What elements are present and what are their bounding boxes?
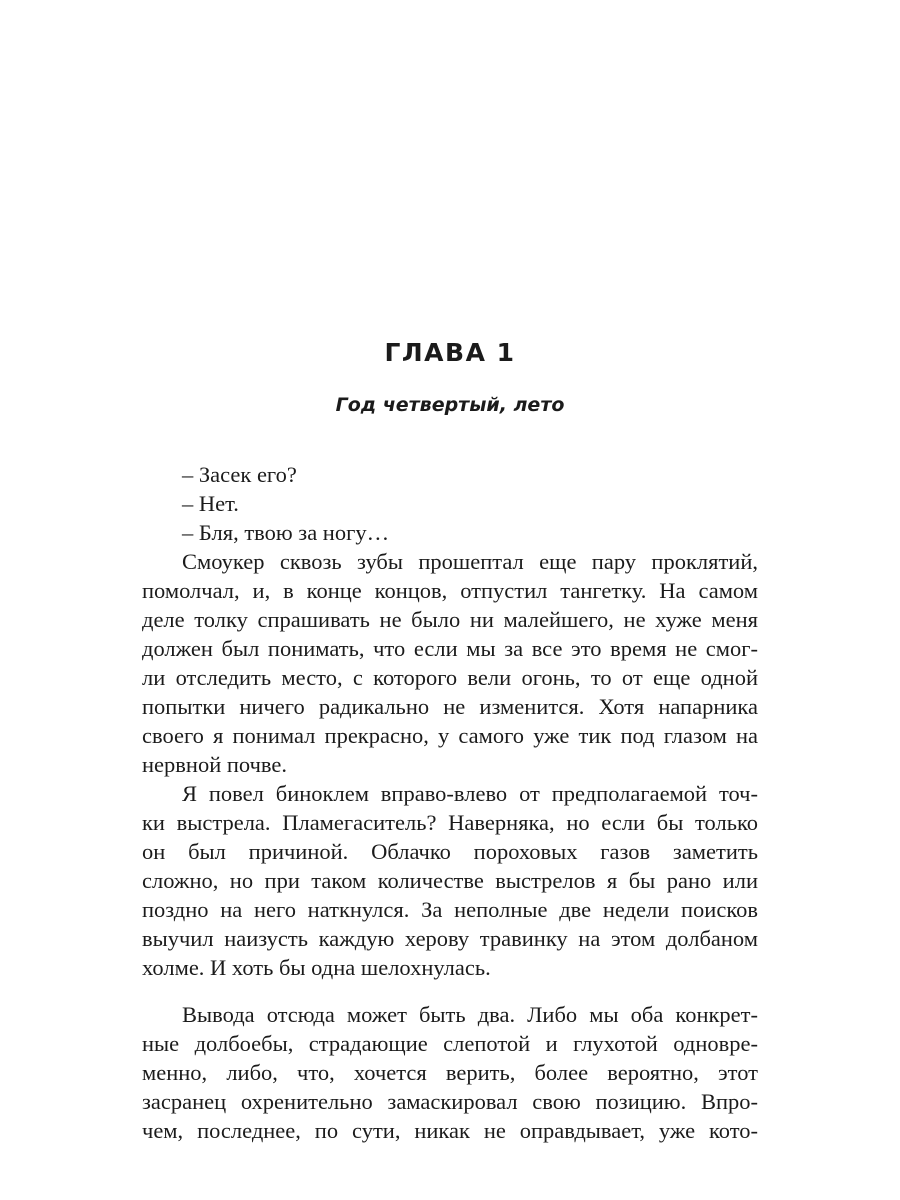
text-line: ли отследить место, с которого вели огонь, то от еще одной	[142, 665, 758, 690]
text-line: попытки ничего радикально не изменится. Хотя напарника	[142, 694, 758, 719]
text-line: Смоукер сквозь зубы прошептал еще пару проклятий,	[182, 549, 758, 574]
text-line: – Нет.	[182, 491, 239, 516]
text-line: Я повел биноклем вправо-влево от предполагаемой точ-	[182, 781, 758, 806]
text-line: нервной почве.	[142, 752, 287, 777]
chapter-title: ГЛАВА 1	[384, 338, 516, 367]
text-line: – Засек его?	[182, 462, 297, 487]
text-line: должен был понимать, что если мы за все это время не смог-	[142, 636, 758, 661]
text-line: холме. И хоть бы одна шелохнулась.	[142, 955, 491, 980]
text-line: – Бля, твою за ногу…	[182, 520, 390, 545]
text-line: сложно, но при таком количестве выстрелов я бы рано или	[142, 868, 758, 893]
text-line: Вывода отсюда может быть два. Либо мы оба конкрет-	[182, 1002, 758, 1027]
text-line: чем, последнее, по сути, никак не оправдывает, уже кото-	[142, 1118, 758, 1143]
text-line: менно, либо, что, хочется верить, более вероятно, этот	[142, 1060, 758, 1085]
text-line: деле толку спрашивать не было ни малейшего, не хуже меня	[142, 607, 758, 632]
text-line: ки выстрела. Пламегаситель? Наверняка, но если бы только	[142, 810, 758, 835]
text-line: выучил наизусть каждую херову травинку на этом долбаном	[142, 926, 758, 951]
chapter-subtitle: Год четвертый, лето	[335, 394, 565, 416]
text-line: поздно на него наткнулся. За неполные две недели поисков	[142, 897, 758, 922]
text-line: ные долбоебы, страдающие слепотой и глухотой одновре-	[142, 1031, 758, 1056]
text-line: он был причиной. Облачко пороховых газов заметить	[142, 839, 758, 864]
text-line: своего я понимал прекрасно, у самого уже тик под глазом на	[142, 723, 758, 748]
text-line: засранец охренительно замаскировал свою позицию. Впро-	[142, 1089, 758, 1114]
text-line: помолчал, и, в конце концов, отпустил тангетку. На самом	[142, 578, 758, 603]
